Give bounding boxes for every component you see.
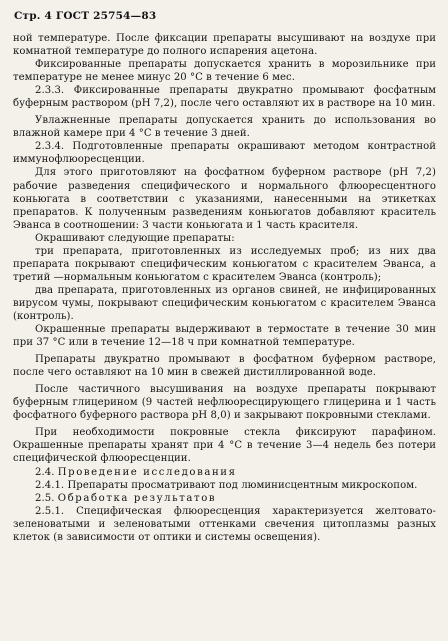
paragraph: Окрашивают следующие препараты: bbox=[35, 232, 235, 244]
paragraph: Окрашенные препараты выдерживают в термостате в течение 30 мин при 37 °С или в течение 12—18 ч при комнатной температуре. bbox=[13, 324, 436, 349]
paragraph bbox=[13, 492, 436, 505]
document-body bbox=[13, 32, 436, 544]
paragraph: два препарата, приготовленных из органов свиней, не инфицированных вирусом чумы, покрывают специфическим коньюгатом с красителем Эванса (контроль). bbox=[13, 284, 436, 322]
section-title: Проведение исследования bbox=[57, 466, 237, 478]
paragraph: После частичного высушивания на воздухе препараты покрывают буферным глицерином (9 частей нефлюоресцирующего глицерина и 1 часть фосфатного буферного раствора рН 8,0) и закрывают покровными стеклами. bbox=[13, 384, 436, 422]
paragraph: ной температуре. После фиксации препараты высушивают на воздухе при комнатной температуре до полного испарения ацетона. bbox=[13, 33, 436, 58]
paragraph: 2.5.1. Специфическая флюоресценция характеризуется желтовато-зеленоватыми и зеленоватыми оттенками свечения цитоплазмы разных клеток (в зависимости от оптики и системы освещения). bbox=[13, 505, 436, 543]
paragraph: 2.3.4. Подготовленные препараты окрашивают методом контрастной иммунофлюоресценции. bbox=[13, 141, 436, 166]
paragraph: Препараты двукратно промывают в фосфатном буферном растворе, после чего оставляют на 10 мин в свежей дистиллированной воде. bbox=[13, 354, 436, 379]
paragraph: При необходимости покровные стекла фиксируют парафином. Окрашенные препараты хранят при 4 °С в течение 3—4 недель без потери специфической флюоресценции. bbox=[13, 427, 436, 465]
paragraph: 2.4.1. Препараты просматривают под люминисцентным микроскопом. bbox=[35, 479, 418, 491]
section-number: 2.4. bbox=[35, 466, 58, 478]
paragraph: 2.3.3. Фиксированные препараты двукратно промывают фосфатным буферным раствором (рН 7,2), после чего оставляют их в растворе на 10 мин. bbox=[13, 85, 436, 110]
section-title: Обработка результатов bbox=[57, 492, 217, 504]
section-number: 2.5. bbox=[35, 492, 58, 504]
paragraph: Для этого приготовляют на фосфатном буферном растворе (рН 7,2) рабочие разведения специфического и нормального флюоресцентного коньюгата в соответствии с указаниями, нанесенными на этикетках препаратов. К полученным разведениям коньюгатов добавляют краситель Эванса в соотношении: 3 части коньюгата и 1 часть красителя. bbox=[13, 167, 436, 231]
page-header: Стр. 4 ГОСТ 25754—83 bbox=[14, 10, 157, 22]
paragraph: три препарата, приготовленных из исследуемых проб; из них два препарата покрывают специфическим коньюгатом с красителем Эванса, а третий —нормальным коньюгатом с красителем Эванса (контроль); bbox=[13, 245, 436, 283]
paragraph: Увлажненные препараты допускается хранить до использования во влажной камере при 4 °С в течение 3 дней. bbox=[13, 115, 436, 140]
paragraph: Фиксированные препараты допускается хранить в морозильнике при температуре не менее минус 20 °С в течение 6 мес. bbox=[13, 59, 436, 84]
paragraph bbox=[13, 466, 436, 479]
